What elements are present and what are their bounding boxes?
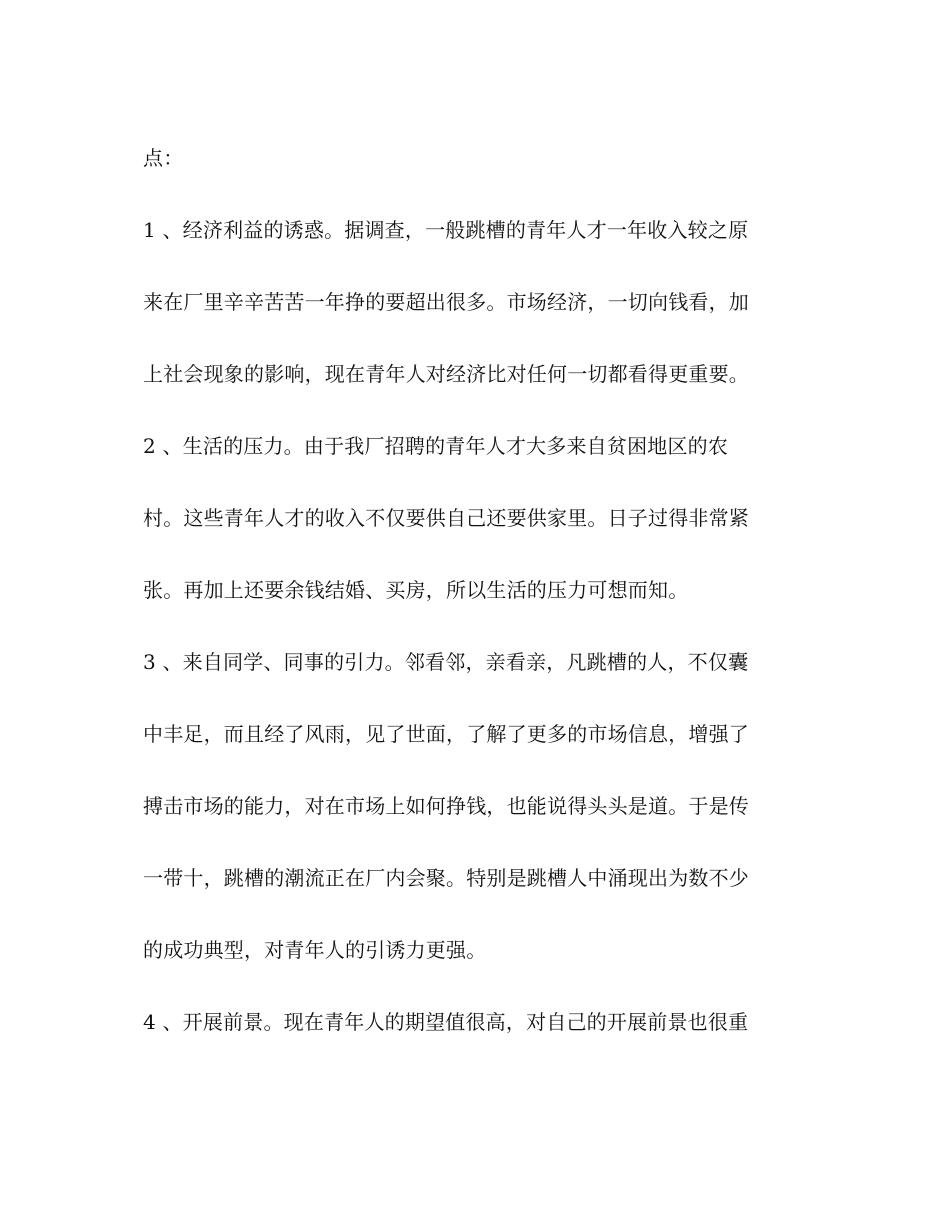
text-line: 点：	[143, 146, 184, 170]
text-line: 上社会现象的影响，现在青年人对经济比对任何一切都看得更重要。	[143, 362, 749, 386]
text-line: 来在厂里辛辛苦苦一年挣的要超出很多。市场经济，一切向钱看，加	[143, 290, 749, 314]
text-line: 的成功典型，对青年人的引诱力更强。	[143, 938, 487, 962]
text-line: 搏击市场的能力，对在市场上如何挣钱，也能说得头头是道。于是传	[143, 794, 749, 818]
text-line: 中丰足，而且经了风雨，见了世面，了解了更多的市场信息，增强了	[143, 722, 749, 746]
text-line: 2 、生活的压力。由于我厂招聘的青年人才大多来自贫困地区的农	[143, 434, 729, 458]
body-text	[143, 136, 808, 1044]
text-line: 张。再加上还要余钱结婚、买房，所以生活的压力可想而知。	[143, 578, 689, 602]
text-line: 村。这些青年人才的收入不仅要供自己还要供家里。日子过得非常紧	[143, 506, 749, 530]
text-line: 一带十，跳槽的潮流正在厂内会聚。特别是跳槽人中涌现出为数不少	[143, 866, 749, 890]
text-line: 3 、来自同学、同事的引力。邻看邻，亲看亲，凡跳槽的人，不仅囊	[143, 650, 749, 674]
text-line: 4 、开展前景。现在青年人的期望值很高，对自己的开展前景也很重	[143, 1010, 749, 1034]
text-line: 1 、经济利益的诱惑。据调查，一般跳槽的青年人才一年收入较之原	[143, 218, 749, 242]
